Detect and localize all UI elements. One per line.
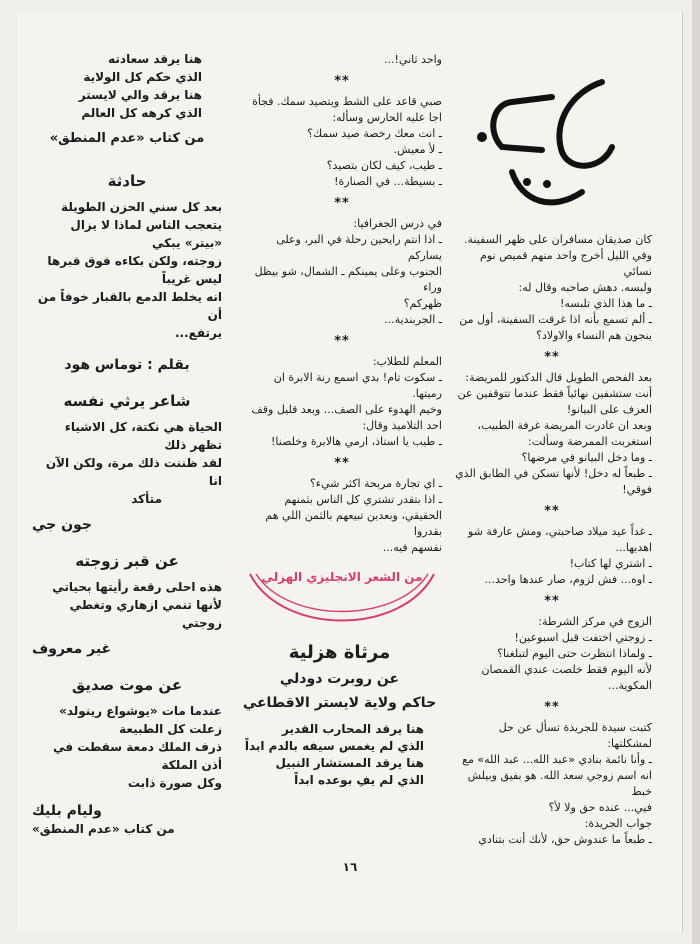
poem-subtitle: حاكم ولاية لايستر الاقطاعي: [242, 695, 437, 711]
text-line: لأنها تنمي ازهاري وتغطي زوجتي: [69, 598, 222, 630]
text-line: أنت ستشفين نهائياً فقط عندما تتوقفين عن: [457, 387, 652, 400]
text-line: الزوج في مركز الشرطة:: [538, 615, 652, 628]
source-credit: من كتاب «عدم المنطق»: [49, 131, 205, 146]
text-line: ـ بسيطة... في الصنارة!: [334, 175, 442, 188]
joke-block: [242, 476, 442, 556]
text-line: ـ اي تجارة مربحة اكثر شيء؟: [309, 477, 442, 490]
poem-section: [237, 636, 442, 789]
page-edge: [692, 0, 700, 944]
text-line: ـ غداً عيد ميلاد صاحبتي، ومش عارفة شو: [468, 525, 652, 538]
text-line: ـ زوجتي اختفت قبل اسبوعين!: [514, 631, 652, 644]
text-line: متأكد: [131, 492, 162, 506]
text-line: احد التلاميذ وقال:: [362, 419, 442, 432]
right-column: [452, 232, 652, 848]
text-line: لمشكلتها:: [607, 737, 652, 750]
text-line: ـ لأ معيش.: [393, 143, 442, 156]
text-line: يرتفع...: [175, 326, 222, 340]
poem-line: هنا يرقد المستشار النبيل: [275, 756, 424, 770]
text-line: انه يخلط الدمع بالقبار خوفاً من أن: [37, 290, 222, 322]
text-line: رميتها.: [412, 387, 442, 400]
text-line: واحد ثاني!...: [384, 53, 442, 66]
text-line: في درس الجغرافيا:: [353, 217, 442, 230]
separator: **: [334, 196, 350, 211]
joke-block: [452, 720, 652, 848]
separator: **: [334, 456, 350, 471]
text-line: هنا يرقد سعادته: [108, 52, 202, 66]
section-title: عن قبر زوجته: [75, 552, 179, 570]
text-line: ـ سكوت تام! بدي اسمع رنة الابرة ان: [273, 371, 442, 384]
poem-line: الذي لم يغمس سيفه بالدم ابداً: [244, 739, 424, 753]
author-credit: وليام بليك: [32, 803, 102, 819]
separator: **: [334, 74, 350, 89]
text-line: نفسهم فيه...: [382, 541, 442, 554]
text-line: زعلت كل الطبيعة: [119, 722, 222, 736]
text-line: انه اسم زوجي سعد الله. هو بفيق وبيلش خبط: [467, 769, 652, 798]
joke-block: [242, 216, 442, 328]
text-line: المعلم للطلاب:: [372, 355, 442, 368]
text-line: بعد كل سني الحزن الطويلة: [61, 200, 222, 214]
text-line: عندما مات «يوشواع رينولد»: [59, 704, 222, 718]
separator: **: [544, 350, 560, 365]
text-line: يتعجب الناس لماذا لا يزال «بيتر» يبكي: [70, 218, 222, 250]
text-line: ـ وأنا نائمة بنادي «عبد الله... عبد الله» مع: [462, 753, 652, 766]
banner-label: من الشعر الانجليزي الهزلي: [261, 570, 423, 584]
text-line: ـ الجربندية...: [384, 313, 442, 326]
joke-block: [452, 524, 652, 588]
text-line: ـ اذا انتم رايحين رحلة في البر، وعلى يساركم: [276, 233, 442, 262]
text-line: ـ ألم تسمع بأنه اذا غرقت السفينة، أول من: [459, 313, 652, 326]
text-line: استغربت الممرضة وسألت:: [528, 435, 652, 448]
text-line: وفي الليل أخرج واحد منهم قميص نوم نسائي: [480, 249, 652, 278]
section-title: عن موت صديق: [71, 676, 183, 694]
poetry-banner: [242, 566, 442, 636]
text-line: ـ طيب يا استاذ، ارمي هالابرة وخلصنا!: [270, 435, 442, 448]
text-line: وبعد ان غادرت المريضة غرفة الطبيب،: [477, 419, 652, 432]
source-credit: من كتاب «عدم المنطق»: [32, 822, 175, 836]
separator: **: [544, 594, 560, 609]
poem-author: عن روبرت دودلي: [279, 671, 400, 687]
text-line: لقد ظننت ذلك مرة، ولكن الآن انا: [45, 456, 222, 488]
text-line: الذي حكم كل الولاية: [83, 70, 202, 84]
text-line: المكوية...: [608, 679, 652, 692]
text-line: فيي... عنده حق ولا لأ؟: [548, 801, 652, 814]
text-line: وكل صورة ذابت: [127, 776, 222, 790]
text-line: هذه احلى رقعة رأيتها بحياتي: [52, 580, 222, 594]
author-credit: جون جي: [32, 517, 92, 533]
text-line: بعد الفحص الطويل قال الدكتور للمريضة:: [465, 371, 652, 384]
text-line: ـ طيب، كيف لكان بتصيد؟: [326, 159, 442, 172]
text-line: ـ اذا بتقدر تشتري كل الناس بثمنهم: [284, 493, 442, 506]
poem-line: الذي لم يفِ بوعده ابداً: [294, 773, 424, 787]
section-logo: [452, 52, 642, 222]
text-line: اجا عليه الحارس وسأله:: [332, 111, 442, 124]
text-line: الجنوب وعلى يمينكم ـ الشمال، شو بيظل وراء: [254, 265, 442, 294]
text-line: ـ طبعاً ما عندوش حق، لأنك أنت بتنادي: [478, 833, 652, 846]
poem-line: هنا يرقد المحارب القدير: [282, 722, 424, 736]
author-credit: غير معروف: [32, 641, 112, 657]
text-line: ذرف الملك دمعة سقطت في أذن الملكة: [53, 740, 222, 772]
text-line: ـ طبعاً له دخل! لأنها تسكن في الطابق الذي: [455, 467, 652, 480]
left-column: [32, 50, 222, 838]
poem-title: مرثاة هزلية: [288, 642, 391, 663]
text-line: لأنه اليوم فقط خلصت عندي القمصان: [481, 663, 652, 676]
separator: **: [544, 700, 560, 715]
text-line: الذي كرهه كل العالم: [81, 106, 202, 120]
middle-column: [242, 52, 442, 556]
text-line: زوجته، ولكن بكاءه فوق قبرها ليس غريباً: [47, 254, 222, 286]
joke-block: [242, 52, 442, 68]
text-line: ـ اشتري لها كتاب!: [569, 557, 652, 570]
text-line: صبي قاعد على الشط ويتصيد سمك. فجأة: [252, 95, 442, 108]
text-line: الحقيقي، وبعدين تبيعهم بالثمن اللي هم بقدروا: [265, 509, 442, 538]
text-line: ـ انت معك رخصة صيد سمك؟: [307, 127, 442, 140]
text-line: اهديها...: [615, 541, 652, 554]
text-line: فوقي!: [622, 483, 652, 496]
author-credit: بقلم : توماس هود: [64, 357, 190, 373]
section-title: شاعر يرثي نفسه: [63, 392, 191, 410]
text-line: كتبت سيدة للجريدة تسأل عن حل: [498, 721, 652, 734]
text-line: ـ ما هذا الذي تلبسه!: [559, 297, 652, 310]
joke-block: [242, 354, 442, 450]
text-line: ظهركم؟: [403, 297, 442, 310]
joke-block: [452, 370, 652, 498]
page-number: ١٦: [342, 860, 358, 874]
separator: **: [544, 504, 560, 519]
text-line: الحياة هي نكتة، كل الاشياء تظهر ذلك: [64, 420, 222, 452]
text-line: ـ ولماذا انتظرت حتى اليوم لتبلغنا؟: [497, 647, 652, 660]
text-line: العزف على البيانو!: [566, 403, 652, 416]
joke-block: [452, 232, 652, 344]
text-line: هنا يرقد والي لايستر: [78, 88, 202, 102]
poem-continuation: [32, 50, 222, 122]
text-line: ولبسه. دهش صاحبه وقال له:: [518, 281, 652, 294]
text-line: وخيم الهدوء على الصف... وبعد قليل وقف: [251, 403, 442, 416]
joke-block: [452, 614, 652, 694]
text-line: كان صديقان مسافران على ظهر السفينة.: [464, 233, 652, 246]
text-line: ـ اوه... فش لزوم، صار عندها واحد...: [484, 573, 652, 586]
separator: **: [334, 334, 350, 349]
section-title: حادثة: [107, 172, 147, 190]
text-line: جواب الجريدة:: [584, 817, 652, 830]
text-line: ينجون هم النساء والاولاد؟: [536, 329, 652, 342]
text-line: ـ وما دخل البيانو في مرضها؟: [521, 451, 652, 464]
joke-block: [242, 94, 442, 190]
